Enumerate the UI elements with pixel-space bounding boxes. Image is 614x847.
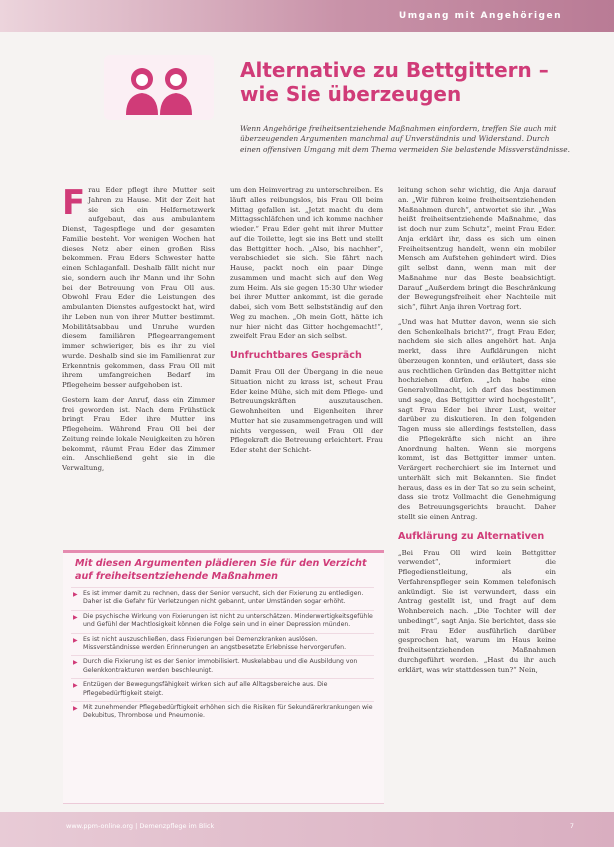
argument-list <box>63 587 384 724</box>
list-item: ▶ Es ist immer damit zu rechnen, dass der Senior versucht, sich der Fixierung zu entledigen. Daher ist die Gefahr für Verletzungen nicht gebannt, unter Umständen sogar erhöht. <box>71 587 374 610</box>
triangle-bullet-icon: ▶ <box>73 659 78 667</box>
argument-box <box>63 550 384 804</box>
list-item: ▶ Entzügen der Bewegungsfähigkeit wirken sich auf alle Alltagsbereiche aus. Die Pflegebedürftigkeit steigt. <box>71 678 374 701</box>
text-column-1 <box>62 186 215 561</box>
subheading: Unfruchtbares Gespräch <box>230 350 362 361</box>
box-title: Mit diesen Argumenten plädieren Sie für den Verzicht auf freiheitsentziehende Maßnahmen <box>75 558 367 582</box>
footer-source: www.ppm-online.org | Demenzpflege im Blick <box>66 822 215 830</box>
list-item: ▶ Es ist nicht auszuschließen, dass Fixierungen bei Demenzkranken auslösen. Missverständnisse werden Erinnerungen an angstbesetzte Erlebnisse hervorgerufen. <box>71 633 374 656</box>
paragraph: „Und was hat Mutter davon, wenn sie sich den Schenkelhals bricht?“, fragt Frau Eder, nachdem sie sich alles angehört hat. Anja merkt, dass ihre Aufklärungen nicht überzeugen konnten, und erläutert, dass sie aus rechtlichen Gründen das Bettgitter nicht hochziehen dürfen. „Ich habe eine Generalvollmacht, ich darf das bestimmen und sage, das Bettgitter wird hochgestellt“, sagt Frau Eder bei ihrer Lust, weiter darüber zu diskutieren. In den folgenden Tagen muss sie allerdings feststellen, dass die Pflegekräfte sich nicht an ihre Anordnung halten. Wenn sie morgens kommt, ist das Bettgitter immer unten. Verärgert recherchiert sie im Internet und unterhält sich mit Bekannten. Sie findet heraus, dass es in der Tat so zu sein scheint, dass sie trotz Vollmacht die Genehmigung des Betreuungsgerichts braucht. Daher stellt sie einen Antrag. <box>398 317 556 521</box>
article-title: Alternative zu Bettgittern – wie Sie überzeugen <box>240 58 549 106</box>
text-column-2 <box>230 186 383 561</box>
paragraph: Gestern kam der Anruf, dass ein Zimmer frei geworden ist. Nach dem Frühstück bringt Frau Eder ihre Mutter ins Pflegeheim. Während Frau Oll bei der Zeitung reinde lokale Neuigkeiten zu hören bekommt, räumt Frau Eder das Zimmer ein. Anschließend geht sie in die Verwaltung, <box>62 395 215 472</box>
triangle-bullet-icon: ▶ <box>73 705 78 713</box>
paragraph: „Bei Frau Oll wird kein Bettgitter verwendet“, informiert die Pflegedienstleitung, als ein Verfahrenspfleger sein Kommen telefonisch ankündigt. Sie ist verwundert, dass ein Antrag gestellt ist, und fragt auf dem Wohnbereich nach. „Die Tochter will der unbedingt“, sagt Anja. Sie berichtet, dass sie mit Frau Eder ausführlich darüber gesprochen hat, warum im Haus keine freiheitsentziehenden Maßnahmen durchgeführt werden. „Hast du ihr auch erklärt, was wir stattdessen tun?“ Nein, <box>398 548 556 674</box>
subheading: Aufklärung zu Alternativen <box>398 530 545 542</box>
paragraph: leitung schon sehr wichtig, die Anja darauf an. „Wir führen keine freiheitsentziehenden Maßnahmen durch“, antwortet sie ihr. „Was heißt freiheitsentziehende Maßnahme, das ist doch nur zum Schutz“, meint Frau Eder. Anja erklärt ihr, dass es sich um einen Freiheitsentzug handelt, wenn ein mobiler Mensch am Aufstehen gehindert wird. Dies gilt selbst dann, wenn man mit der Maßnahme nur das Beste beabsichtigt. Darauf „Außerdem bringt die Beschränkung der Bewegungsfreiheit eher Nachteile mit sich“, führt Anja ihren Vortrag fort. <box>398 186 556 311</box>
list-item: ▶ Mit zunehmender Pflegebedürftigkeit erhöhen sich die Risiken für Sekundärerkrankungen wie Dekubitus, Thrombose und Pneumonie. <box>71 701 374 724</box>
paragraph <box>62 186 215 391</box>
triangle-bullet-icon: ▶ <box>73 636 78 644</box>
article-lead: Wenn Angehörige freiheitsentziehende Maßnahmen einfordern, treffen Sie auch mit überzeugenden Argumenten manchmal auf Unverständnis und Widerstand. Durch einen offensiven Umgang mit dem Thema vermeiden Sie belastende Missverständnisse. <box>240 124 570 154</box>
triangle-bullet-icon: ▶ <box>73 591 78 598</box>
triangle-bullet-icon: ▶ <box>73 613 78 621</box>
paragraph: Damit Frau Oll der Übergang in die neue Situation nicht zu krass ist, scheut Frau Eder keine Mühe, sich mit dem Pflege- und Betreuungskräften auszutauschen. Gewohnheiten und Eigenheiten ihrer Mutter hat sie zusammengetragen und will nichts vergessen, weil Frau Oll der Pflegekraft die Betreuung erleichtert. Frau Eder steht der Schicht- <box>230 368 383 454</box>
list-item: ▶ Die psychische Wirkung von Fixierungen ist nicht zu unterschätzen. Minderwertigkeitsgefühle und Gefühl der Machtlosigkeit können die Folge sein und in einer Depression münden. <box>71 610 374 633</box>
paragraph-text: rau Eder pflegt ihre Mutter seit Jahren zu Hause. Mit der Zeit hat sie sich ein Helfernetzwerk aufgebaut, das aus ambulantem Dienst, Tagespflege und der gesamten Familie besteht. Vor wenigen Wochen hat dieses Netz aber einen großen Riss bekommen. Frau Eders Schwester hatte einen Schlaganfall. Deshalb fällt nicht nur sie, sondern auch ihr Mann und ihr Sohn bei der Betreuung von Frau Oll aus. Obwohl Frau Eder die Leistungen des ambulanten Dienstes aufgestockt hat, wird ihr Leben nun von ihrer Mutter bestimmt. Mobilitätsabbau und Unruhe wurden diesem familiären Pflegearrangement immer schwieriger, bis es ihr zu viel wurde. Deshalb sind sie im Familienrat zur Erkenntnis gekommen, dass Frau Oll mit ihrem umfangreichen Bedarf im Pflegeheim besser aufgehoben ist. <box>62 186 215 389</box>
paragraph: um den Heimvertrag zu unterschreiben. Es läuft alles reibungslos, bis Frau Oll beim Mittag gefallen ist. „Jetzt macht du dem Mittagsschläfchen und ich komme nachher wieder.“ Frau Eder geht mit ihrer Mutter auf die Toilette, legt sie ins Bett und stellt das Bettgitter hoch. „Also, bis nachher“, verabschiedet sie sich. Sie fährt nach Hause, packt noch ein paar Dinge zusammen und macht sich auf den Weg zum Heim. Als sie gegen 15:30 Uhr wieder bei ihrer Mutter ankommt, ist die gerade dabei, sich vom Bett selbstständig auf den Weg zu machen. „Oh mein Gott, hätte ich nur hier nicht das Gitter hochgemacht!“, zweifelt Frau Eder an sich selbst. <box>230 186 383 341</box>
drop-cap: F <box>62 186 86 223</box>
section-label: Umgang mit Angehörigen <box>398 11 562 21</box>
two-women-icon <box>104 55 214 120</box>
triangle-bullet-icon: ▶ <box>73 682 78 690</box>
text-column-3 <box>398 186 556 798</box>
page-number: 7 <box>569 822 574 830</box>
list-item: ▶ Durch die Fixierung ist es der Senior immobilisiert. Muskelabbau und die Ausbildung von Gelenkkontrakturen werden beschleunigt. <box>71 655 374 678</box>
